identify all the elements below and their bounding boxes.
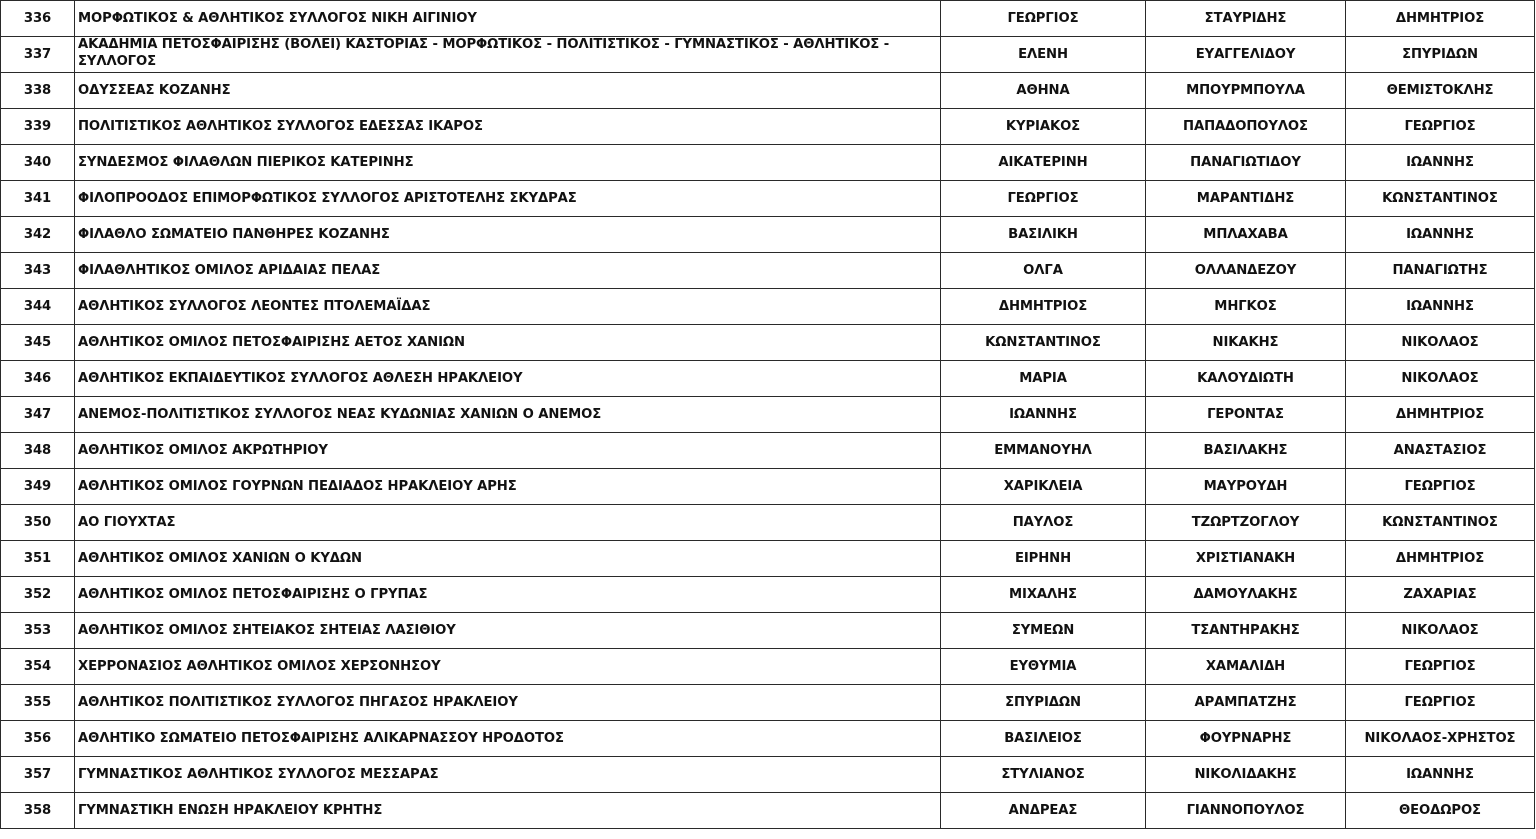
last-name: ΜΑΥΡΟΥΔΗ — [1146, 469, 1346, 505]
last-name: ΣΤΑΥΡΙΔΗΣ — [1146, 1, 1346, 37]
father-name: ΘΕΟΔΩΡΟΣ — [1346, 793, 1535, 829]
first-name: ΚΥΡΙΑΚΟΣ — [941, 109, 1146, 145]
last-name: ΑΡΑΜΠΑΤΖΗΣ — [1146, 685, 1346, 721]
row-number: 338 — [1, 73, 75, 109]
father-name: ΙΩΑΝΝΗΣ — [1346, 757, 1535, 793]
father-name: ΝΙΚΟΛΑΟΣ — [1346, 325, 1535, 361]
club-name: ΑΟ ΓΙΟΥΧΤΑΣ — [75, 505, 941, 541]
table-row — [1, 253, 1535, 289]
table-row — [1, 1, 1535, 37]
row-number: 346 — [1, 361, 75, 397]
last-name: ΒΑΣΙΛΑΚΗΣ — [1146, 433, 1346, 469]
row-number: 336 — [1, 1, 75, 37]
last-name: ΤΣΑΝΤΗΡΑΚΗΣ — [1146, 613, 1346, 649]
last-name: ΜΑΡΑΝΤΙΔΗΣ — [1146, 181, 1346, 217]
club-name: ΧΕΡΡΟΝΑΣΙΟΣ ΑΘΛΗΤΙΚΟΣ ΟΜΙΛΟΣ ΧΕΡΣΟΝΗΣΟΥ — [75, 649, 941, 685]
first-name: ΜΙΧΑΛΗΣ — [941, 577, 1146, 613]
row-number: 353 — [1, 613, 75, 649]
last-name: ΜΠΟΥΡΜΠΟΥΛΑ — [1146, 73, 1346, 109]
father-name: ΔΗΜΗΤΡΙΟΣ — [1346, 1, 1535, 37]
row-number: 344 — [1, 289, 75, 325]
club-name: ΓΥΜΝΑΣΤΙΚΟΣ ΑΘΛΗΤΙΚΟΣ ΣΥΛΛΟΓΟΣ ΜΕΣΣΑΡΑΣ — [75, 757, 941, 793]
first-name: ΚΩΝΣΤΑΝΤΙΝΟΣ — [941, 325, 1146, 361]
last-name: ΦΟΥΡΝΑΡΗΣ — [1146, 721, 1346, 757]
first-name: ΟΛΓΑ — [941, 253, 1146, 289]
row-number: 347 — [1, 397, 75, 433]
club-name: ΑΘΛΗΤΙΚΟΣ ΕΚΠΑΙΔΕΥΤΙΚΟΣ ΣΥΛΛΟΓΟΣ ΑΘΛΕΣΗ ΗΡΑΚΛΕΙΟΥ — [75, 361, 941, 397]
table-row — [1, 289, 1535, 325]
table-row — [1, 721, 1535, 757]
last-name: ΝΙΚΑΚΗΣ — [1146, 325, 1346, 361]
last-name: ΜΗΓΚΟΣ — [1146, 289, 1346, 325]
last-name: ΧΑΜΑΛΙΔΗ — [1146, 649, 1346, 685]
row-number: 349 — [1, 469, 75, 505]
table-row — [1, 217, 1535, 253]
last-name: ΕΥΑΓΓΕΛΙΔΟΥ — [1146, 37, 1346, 73]
roster-body — [1, 0, 1535, 829]
father-name: ΣΠΥΡΙΔΩΝ — [1346, 37, 1535, 73]
father-name: ΝΙΚΟΛΑΟΣ — [1346, 361, 1535, 397]
row-number: 350 — [1, 505, 75, 541]
row-number: 342 — [1, 217, 75, 253]
table-row — [1, 433, 1535, 469]
club-name: ΑΘΛΗΤΙΚΟΣ ΟΜΙΛΟΣ ΣΗΤΕΙΑΚΟΣ ΣΗΤΕΙΑΣ ΛΑΣΙΘΙΟΥ — [75, 613, 941, 649]
father-name: ΓΕΩΡΓΙΟΣ — [1346, 649, 1535, 685]
row-number: 337 — [1, 37, 75, 73]
table-row — [1, 505, 1535, 541]
father-name: ΙΩΑΝΝΗΣ — [1346, 289, 1535, 325]
row-number: 339 — [1, 109, 75, 145]
first-name: ΣΤΥΛΙΑΝΟΣ — [941, 757, 1146, 793]
last-name: ΧΡΙΣΤΙΑΝΑΚΗ — [1146, 541, 1346, 577]
first-name: ΕΥΘΥΜΙΑ — [941, 649, 1146, 685]
table-row — [1, 541, 1535, 577]
club-name: ΑΘΛΗΤΙΚΟΣ ΠΟΛΙΤΙΣΤΙΚΟΣ ΣΥΛΛΟΓΟΣ ΠΗΓΑΣΟΣ ΗΡΑΚΛΕΙΟΥ — [75, 685, 941, 721]
club-name: ΦΙΛΑΘΛΗΤΙΚΟΣ ΟΜΙΛΟΣ ΑΡΙΔΑΙΑΣ ΠΕΛΑΣ — [75, 253, 941, 289]
club-name: ΑΝΕΜΟΣ-ΠΟΛΙΤΙΣΤΙΚΟΣ ΣΥΛΛΟΓΟΣ ΝΕΑΣ ΚΥΔΩΝΙΑΣ ΧΑΝΙΩΝ Ο ΑΝΕΜΟΣ — [75, 397, 941, 433]
row-number: 341 — [1, 181, 75, 217]
table-row — [1, 361, 1535, 397]
table-row — [1, 577, 1535, 613]
last-name: ΜΠΛΑΧΑΒΑ — [1146, 217, 1346, 253]
father-name: ΔΗΜΗΤΡΙΟΣ — [1346, 397, 1535, 433]
club-name: ΑΘΛΗΤΙΚΟΣ ΣΥΛΛΟΓΟΣ ΛΕΟΝΤΕΣ ΠΤΟΛΕΜΑΪΔΑΣ — [75, 289, 941, 325]
club-name: ΠΟΛΙΤΙΣΤΙΚΟΣ ΑΘΛΗΤΙΚΟΣ ΣΥΛΛΟΓΟΣ ΕΔΕΣΣΑΣ ΙΚΑΡΟΣ — [75, 109, 941, 145]
first-name: ΒΑΣΙΛΙΚΗ — [941, 217, 1146, 253]
table-row — [1, 325, 1535, 361]
last-name: ΔΑΜΟΥΛΑΚΗΣ — [1146, 577, 1346, 613]
last-name: ΝΙΚΟΛΙΔΑΚΗΣ — [1146, 757, 1346, 793]
club-name: ΑΘΛΗΤΙΚΟΣ ΟΜΙΛΟΣ ΑΚΡΩΤΗΡΙΟΥ — [75, 433, 941, 469]
table-row — [1, 109, 1535, 145]
row-number: 356 — [1, 721, 75, 757]
father-name: ΝΙΚΟΛΑΟΣ — [1346, 613, 1535, 649]
table-row — [1, 37, 1535, 73]
row-number: 345 — [1, 325, 75, 361]
club-name: ΑΘΛΗΤΙΚΟΣ ΟΜΙΛΟΣ ΓΟΥΡΝΩΝ ΠΕΔΙΑΔΟΣ ΗΡΑΚΛΕΙΟΥ ΑΡΗΣ — [75, 469, 941, 505]
father-name: ΓΕΩΡΓΙΟΣ — [1346, 685, 1535, 721]
row-number: 343 — [1, 253, 75, 289]
club-name: ΣΥΝΔΕΣΜΟΣ ΦΙΛΑΘΛΩΝ ΠΙΕΡΙΚΟΣ ΚΑΤΕΡΙΝΗΣ — [75, 145, 941, 181]
father-name: ΔΗΜΗΤΡΙΟΣ — [1346, 541, 1535, 577]
first-name: ΑΘΗΝΑ — [941, 73, 1146, 109]
first-name: ΕΜΜΑΝΟΥΗΛ — [941, 433, 1146, 469]
last-name: ΓΙΑΝΝΟΠΟΥΛΟΣ — [1146, 793, 1346, 829]
table-row — [1, 757, 1535, 793]
table-row — [1, 145, 1535, 181]
club-name: ΑΘΛΗΤΙΚΟΣ ΟΜΙΛΟΣ ΠΕΤΟΣΦΑΙΡΙΣΗΣ Ο ΓΡΥΠΑΣ — [75, 577, 941, 613]
row-number: 352 — [1, 577, 75, 613]
last-name: ΟΛΛΑΝΔΕΖΟΥ — [1146, 253, 1346, 289]
table-row — [1, 469, 1535, 505]
row-number: 358 — [1, 793, 75, 829]
row-number: 357 — [1, 757, 75, 793]
father-name: ΝΙΚΟΛΑΟΣ-ΧΡΗΣΤΟΣ — [1346, 721, 1535, 757]
first-name: ΣΥΜΕΩΝ — [941, 613, 1146, 649]
club-name: ΦΙΛΟΠΡΟΟΔΟΣ ΕΠΙΜΟΡΦΩΤΙΚΟΣ ΣΥΛΛΟΓΟΣ ΑΡΙΣΤΟΤΕΛΗΣ ΣΚΥΔΡΑΣ — [75, 181, 941, 217]
club-name: ΓΥΜΝΑΣΤΙΚΗ ΕΝΩΣΗ ΗΡΑΚΛΕΙΟΥ ΚΡΗΤΗΣ — [75, 793, 941, 829]
club-name: ΑΘΛΗΤΙΚΟΣ ΟΜΙΛΟΣ ΧΑΝΙΩΝ Ο ΚΥΔΩΝ — [75, 541, 941, 577]
first-name: ΓΕΩΡΓΙΟΣ — [941, 181, 1146, 217]
first-name: ΑΝΔΡΕΑΣ — [941, 793, 1146, 829]
father-name: ΚΩΝΣΤΑΝΤΙΝΟΣ — [1346, 181, 1535, 217]
row-number: 355 — [1, 685, 75, 721]
club-name: ΑΘΛΗΤΙΚΟ ΣΩΜΑΤΕΙΟ ΠΕΤΟΣΦΑΙΡΙΣΗΣ ΑΛΙΚΑΡΝΑΣΣΟΥ ΗΡΟΔΟΤΟΣ — [75, 721, 941, 757]
club-name: ΟΔΥΣΣΕΑΣ ΚΟΖΑΝΗΣ — [75, 73, 941, 109]
first-name: ΣΠΥΡΙΔΩΝ — [941, 685, 1146, 721]
row-number: 351 — [1, 541, 75, 577]
father-name: ΚΩΝΣΤΑΝΤΙΝΟΣ — [1346, 505, 1535, 541]
club-name: ΜΟΡΦΩΤΙΚΟΣ & ΑΘΛΗΤΙΚΟΣ ΣΥΛΛΟΓΟΣ ΝΙΚΗ ΑΙΓΙΝΙΟΥ — [75, 1, 941, 37]
father-name: ΠΑΝΑΓΙΩΤΗΣ — [1346, 253, 1535, 289]
father-name: ΖΑΧΑΡΙΑΣ — [1346, 577, 1535, 613]
first-name: ΜΑΡΙΑ — [941, 361, 1146, 397]
table-row — [1, 613, 1535, 649]
father-name: ΘΕΜΙΣΤΟΚΛΗΣ — [1346, 73, 1535, 109]
first-name: ΓΕΩΡΓΙΟΣ — [941, 1, 1146, 37]
last-name: ΠΑΝΑΓΙΩΤΙΔΟΥ — [1146, 145, 1346, 181]
first-name: ΑΙΚΑΤΕΡΙΝΗ — [941, 145, 1146, 181]
last-name: ΚΑΛΟΥΔΙΩΤΗ — [1146, 361, 1346, 397]
club-name: ΑΘΛΗΤΙΚΟΣ ΟΜΙΛΟΣ ΠΕΤΟΣΦΑΙΡΙΣΗΣ ΑΕΤΟΣ ΧΑΝΙΩΝ — [75, 325, 941, 361]
table-row — [1, 649, 1535, 685]
club-name: ΑΚΑΔΗΜΙΑ ΠΕΤΟΣΦΑΙΡΙΣΗΣ (ΒΟΛΕΙ) ΚΑΣΤΟΡΙΑΣ - ΜΟΡΦΩΤΙΚΟΣ - ΠΟΛΙΤΙΣΤΙΚΟΣ - ΓΥΜΝΑΣΤΙΚΟΣ - ΑΘΛΗΤΙΚΟΣ - ΣΥΛΛΟΓΟΣ — [75, 37, 941, 73]
first-name: ΧΑΡΙΚΛΕΙΑ — [941, 469, 1146, 505]
first-name: ΠΑΥΛΟΣ — [941, 505, 1146, 541]
father-name: ΓΕΩΡΓΙΟΣ — [1346, 109, 1535, 145]
first-name: ΔΗΜΗΤΡΙΟΣ — [941, 289, 1146, 325]
first-name: ΕΙΡΗΝΗ — [941, 541, 1146, 577]
club-name: ΦΙΛΑΘΛΟ ΣΩΜΑΤΕΙΟ ΠΑΝΘΗΡΕΣ ΚΟΖΑΝΗΣ — [75, 217, 941, 253]
father-name: ΙΩΑΝΝΗΣ — [1346, 217, 1535, 253]
father-name: ΓΕΩΡΓΙΟΣ — [1346, 469, 1535, 505]
table-row — [1, 181, 1535, 217]
first-name: ΙΩΑΝΝΗΣ — [941, 397, 1146, 433]
table-row — [1, 397, 1535, 433]
row-number: 354 — [1, 649, 75, 685]
row-number: 340 — [1, 145, 75, 181]
last-name: ΓΕΡΟΝΤΑΣ — [1146, 397, 1346, 433]
table-row — [1, 793, 1535, 829]
father-name: ΑΝΑΣΤΑΣΙΟΣ — [1346, 433, 1535, 469]
first-name: ΕΛΕΝΗ — [941, 37, 1146, 73]
first-name: ΒΑΣΙΛΕΙΟΣ — [941, 721, 1146, 757]
last-name: ΠΑΠΑΔΟΠΟΥΛΟΣ — [1146, 109, 1346, 145]
father-name: ΙΩΑΝΝΗΣ — [1346, 145, 1535, 181]
table-row — [1, 73, 1535, 109]
last-name: ΤΖΩΡΤΖΟΓΛΟΥ — [1146, 505, 1346, 541]
table-row — [1, 685, 1535, 721]
row-number: 348 — [1, 433, 75, 469]
